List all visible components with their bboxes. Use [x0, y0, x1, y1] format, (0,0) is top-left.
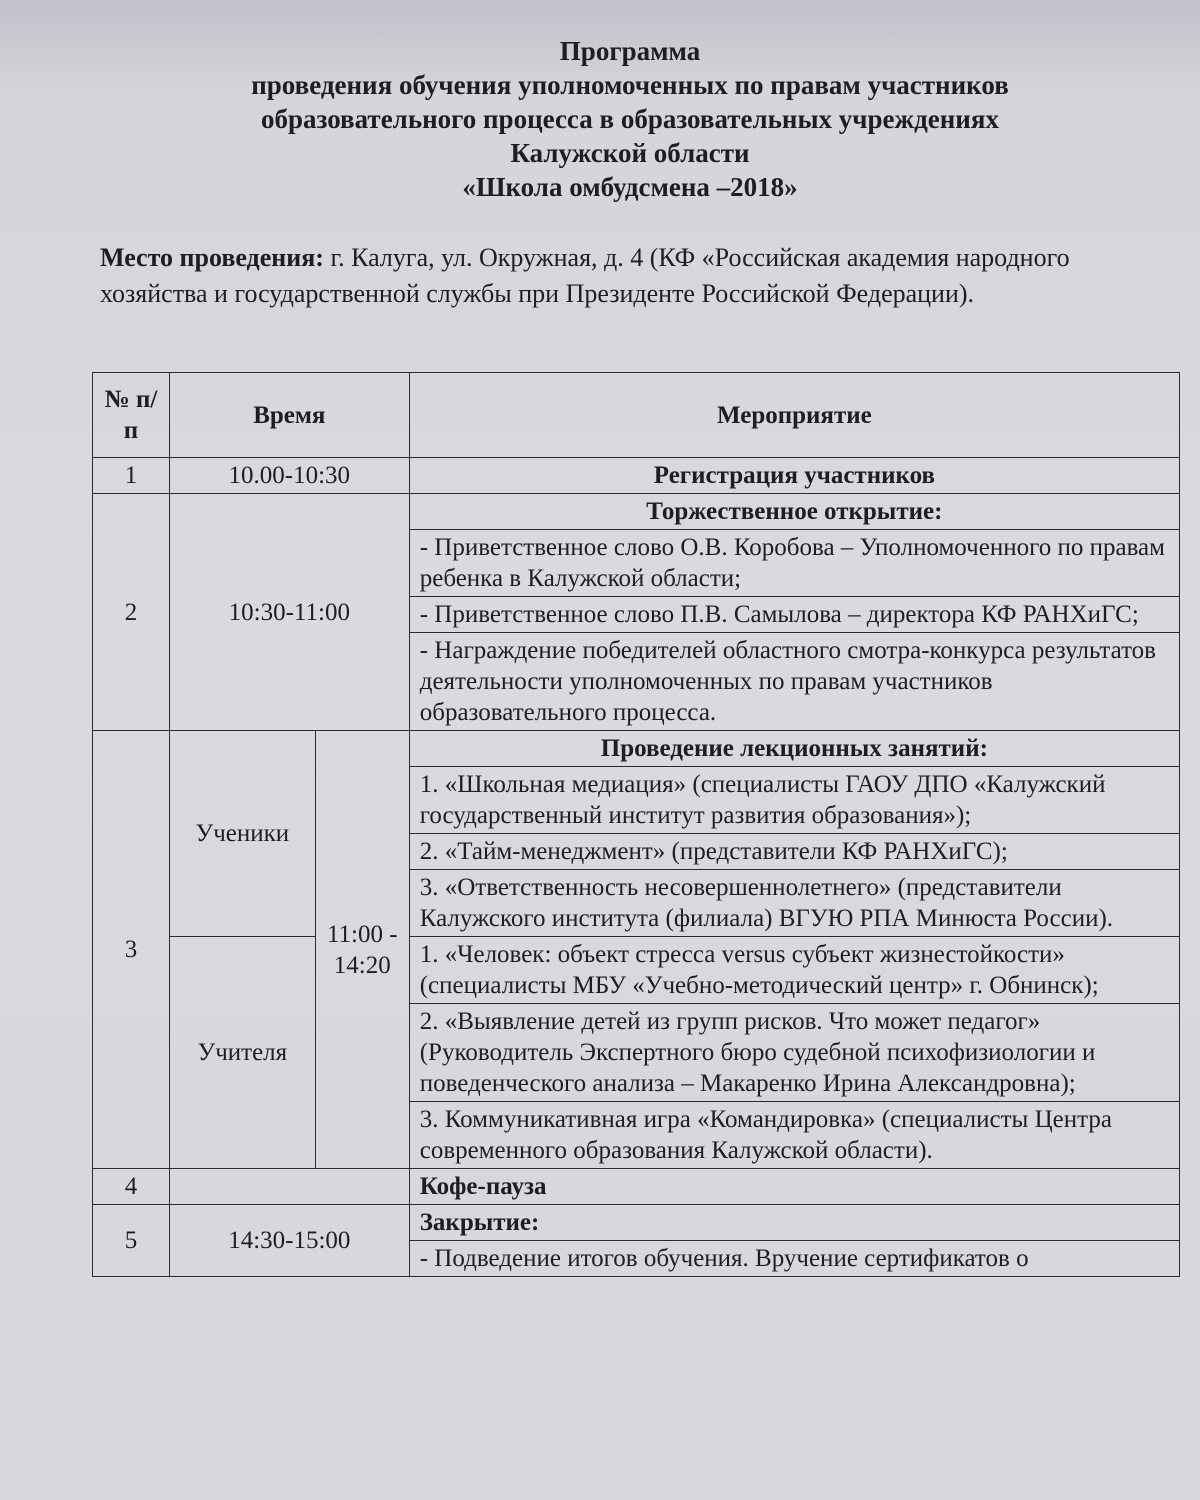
row4-num: 4: [93, 1169, 170, 1205]
row1-time: 10.00-10:30: [169, 458, 409, 494]
row1-event: Регистрация участников: [409, 458, 1179, 494]
table-row: [93, 1169, 1180, 1205]
row3-teachers-label: Учителя: [169, 937, 315, 1169]
header-num: № п/п: [93, 373, 170, 458]
row2-heading: Торжественное открытие:: [409, 494, 1179, 530]
row5-time: 14:30-15:00: [169, 1205, 409, 1277]
row5-heading: Закрытие:: [409, 1205, 1179, 1241]
row3-num: 3: [93, 731, 170, 1169]
title-line-4: Калужской области: [510, 138, 750, 168]
table-row: [93, 731, 1180, 767]
row4-time: [169, 1169, 409, 1205]
row2-item-3: - Награждение победителей областного смотра-конкурса результатов деятельности уполномоченных по правам участников образовательного процесса.: [409, 633, 1179, 731]
row2-num: 2: [93, 494, 170, 731]
row5-num: 5: [93, 1205, 170, 1277]
row3-students-label: Ученики: [169, 731, 315, 937]
table-row: [93, 494, 1180, 530]
venue-paragraph: [100, 240, 1120, 312]
row4-event: Кофе-пауза: [409, 1169, 1179, 1205]
row3-teachers-item-2: 2. «Выявление детей из групп рисков. Что может педагог» (Руководитель Экспертного бюро судебной психофизиологии и поведенческого анализа – Макаренко Ирина Александровна);: [409, 1004, 1179, 1102]
table-row: [93, 1205, 1180, 1241]
title-line-2: проведения обучения уполномоченных по правам участников: [251, 70, 1009, 100]
row2-time: 10:30-11:00: [169, 494, 409, 731]
schedule-table: [92, 372, 1180, 1277]
table-row: [93, 458, 1180, 494]
title-line-3: образовательного процесса в образовательных учреждениях: [261, 104, 999, 134]
table-row: [93, 937, 1180, 1004]
program-title: [100, 34, 1160, 204]
table-header-row: [93, 373, 1180, 458]
row3-heading: Проведение лекционных занятий:: [409, 731, 1179, 767]
row3-teachers-item-1: 1. «Человек: объект стресса versus субъект жизнестойкости» (специалисты МБУ «Учебно-методический центр» г. Обнинск);: [409, 937, 1179, 1004]
venue-text: г. Калуга, ул. Окружная, д. 4 (КФ «Российская академия народного хозяйства и государственной службы при Президенте Российской Федерации).: [100, 243, 1070, 308]
header-event: Мероприятие: [409, 373, 1179, 458]
row5-text: - Подведение итогов обучения. Вручение сертификатов о: [409, 1241, 1179, 1277]
row2-item-2: - Приветственное слово П.В. Самылова – директора КФ РАНХиГС;: [409, 597, 1179, 633]
title-line-1: Программа: [559, 36, 701, 66]
row3-teachers-item-3: 3. Коммуникативная игра «Командировка» (специалисты Центра современного образования Калужской области).: [409, 1102, 1179, 1169]
row3-students-item-1: 1. «Школьная медиация» (специалисты ГАОУ ДПО «Калужский государственный институт развития образования»);: [409, 767, 1179, 834]
row1-num: 1: [93, 458, 170, 494]
header-time: Время: [169, 373, 409, 458]
title-line-5: «Школа омбудсмена –2018»: [462, 172, 798, 202]
row3-students-item-2: 2. «Тайм-менеджмент» (представители КФ РАНХиГС);: [409, 834, 1179, 870]
venue-label: Место проведения:: [100, 243, 324, 272]
row2-item-1: - Приветственное слово О.В. Коробова – Уполномоченного по правам ребенка в Калужской области;: [409, 530, 1179, 597]
row3-time: 11:00 - 14:20: [315, 731, 409, 1169]
row3-students-item-3: 3. «Ответственность несовершеннолетнего» (представители Калужского института (филиала) ВГУЮ РПА Минюста России).: [409, 870, 1179, 937]
